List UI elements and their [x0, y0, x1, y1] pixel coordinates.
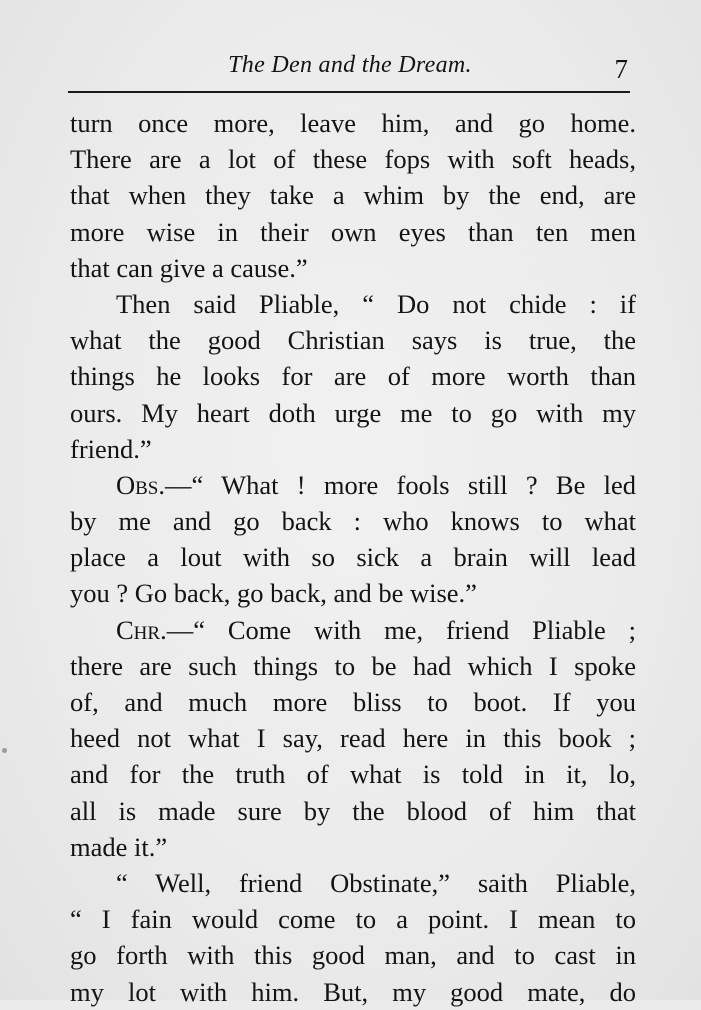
text-line: things he looks for are of more worth than	[70, 361, 636, 392]
body-text	[70, 105, 636, 1010]
text-line	[70, 467, 636, 503]
text-line: ours. My heart doth urge me to go with my	[70, 397, 636, 428]
text-line: “ Well, friend Obstinate,” saith Pliable,	[116, 867, 636, 898]
speaker-label: Chr.	[116, 614, 167, 645]
text-line: go forth with this good man, and to cast in	[70, 940, 636, 971]
page-number: 7	[614, 54, 628, 84]
text-line: what the good Christian says is true, the	[70, 325, 636, 356]
text-line: by me and go back : who knows to what	[70, 506, 636, 537]
text-line: that when they take a whim by the end, are	[70, 180, 636, 211]
paper-speck	[2, 748, 7, 753]
text-line: turn once more, leave him, and go home.	[70, 108, 636, 138]
speaker-label: Obs.	[116, 469, 166, 500]
text-line: you ? Go back, go back, and be wise.”	[70, 578, 477, 609]
text-line: friend.”	[70, 433, 152, 464]
text-line: made it.”	[70, 831, 168, 862]
speech-text: —“ What ! more fools still ? Be led	[165, 469, 636, 500]
text-line: all is made sure by the blood of him that	[70, 795, 636, 826]
text-line: Then said Pliable, “ Do not chide : if	[116, 288, 636, 319]
text-line: place a lout with so sick a brain will lead	[70, 542, 636, 573]
text-line: that can give a cause.”	[70, 252, 308, 283]
running-title: The Den and the Dream.	[228, 52, 472, 78]
text-line: there are such things to be had which I spoke	[70, 650, 636, 681]
text-line: of, and much more bliss to boot. If you	[70, 687, 636, 717]
text-line	[70, 612, 636, 648]
running-head	[70, 50, 630, 86]
text-line: There are a lot of these fops with soft heads,	[70, 144, 636, 175]
text-line: “ I fain would come to a point. I mean to	[70, 904, 636, 935]
text-line: my lot with him. But, my good mate, do	[70, 976, 636, 1007]
text-line: and for the truth of what is told in it, lo,	[70, 759, 636, 790]
speech-text: —“ Come with me, friend Pliable ;	[166, 614, 636, 645]
text-line: more wise in their own eyes than ten men	[70, 216, 636, 247]
header-rule	[68, 91, 630, 93]
text-line: heed not what I say, read here in this book ;	[70, 723, 636, 754]
